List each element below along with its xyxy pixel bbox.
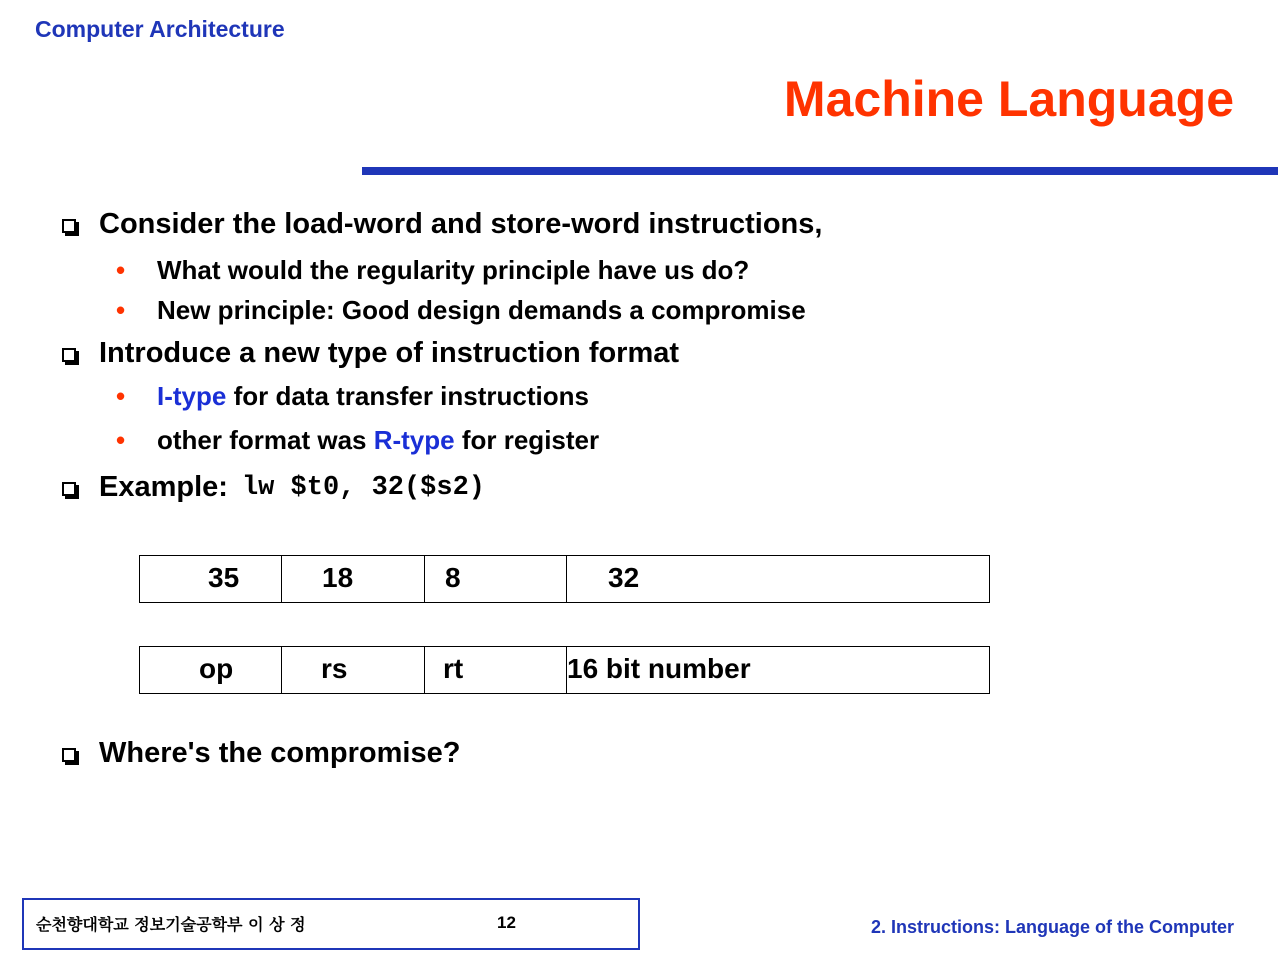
dot-bullet-icon: •	[116, 255, 126, 285]
field-rt: rt	[443, 653, 464, 684]
checkbox-bullet-icon	[62, 219, 76, 233]
sub-bullet-i-type	[116, 381, 589, 412]
bullet-compromise	[62, 737, 460, 770]
checkbox-bullet-icon	[62, 348, 76, 362]
i-type-highlight: I-type	[157, 381, 227, 411]
r-type-highlight: R-type	[373, 425, 455, 455]
footer-university: 순천향대학교 정보기술공학부 이 상 정	[36, 915, 306, 934]
footer-box	[22, 898, 640, 950]
bullet-example	[62, 471, 485, 504]
field-divider	[281, 556, 282, 602]
field-rs: rs	[321, 653, 348, 684]
sub-bullet-text: What would the regularity principle have us do?	[157, 255, 750, 285]
field-divider	[424, 556, 425, 602]
sub-bullet-regularity	[116, 255, 749, 286]
checkbox-bullet-icon	[62, 482, 76, 496]
value-rs: 18	[322, 562, 354, 593]
dot-bullet-icon: •	[116, 425, 126, 455]
bullet-instruction-format	[62, 337, 679, 370]
field-divider	[281, 647, 282, 693]
instruction-fields-table	[139, 646, 990, 694]
checkbox-bullet-icon	[62, 748, 76, 762]
field-divider	[424, 647, 425, 693]
sub-bullet-text: New principle: Good design demands a compromise	[157, 295, 806, 325]
sub-bullet-new-principle	[116, 295, 806, 326]
bullet-text: Consider the load-word and store-word instructions,	[99, 208, 823, 240]
page-number: 12	[497, 913, 516, 932]
bullet-text: Where's the compromise?	[99, 737, 461, 769]
value-immediate: 32	[608, 562, 640, 593]
sub-bullet-prefix: other format was	[157, 425, 374, 455]
value-rt: 8	[445, 562, 461, 593]
value-op: 35	[208, 562, 240, 593]
field-divider	[566, 556, 567, 602]
dot-bullet-icon: •	[116, 381, 126, 411]
footer-chapter: 2. Instructions: Language of the Computer	[870, 917, 1234, 937]
title-divider	[362, 167, 1278, 175]
example-label: Example:	[99, 471, 228, 503]
instruction-values-table	[139, 555, 990, 603]
bullet-load-store	[62, 208, 822, 241]
field-op: op	[199, 653, 234, 684]
sub-bullet-text: for data transfer instructions	[226, 381, 589, 411]
bullet-text: Introduce a new type of instruction format	[99, 337, 680, 369]
sub-bullet-text: for register	[454, 425, 600, 455]
sub-bullet-r-type	[116, 425, 599, 456]
slide-title: Machine Language	[783, 71, 1234, 127]
course-title: Computer Architecture	[35, 16, 285, 42]
example-code: lw $t0, 32($s2)	[241, 472, 485, 503]
field-immediate: 16 bit number	[567, 653, 751, 684]
dot-bullet-icon: •	[116, 295, 126, 325]
